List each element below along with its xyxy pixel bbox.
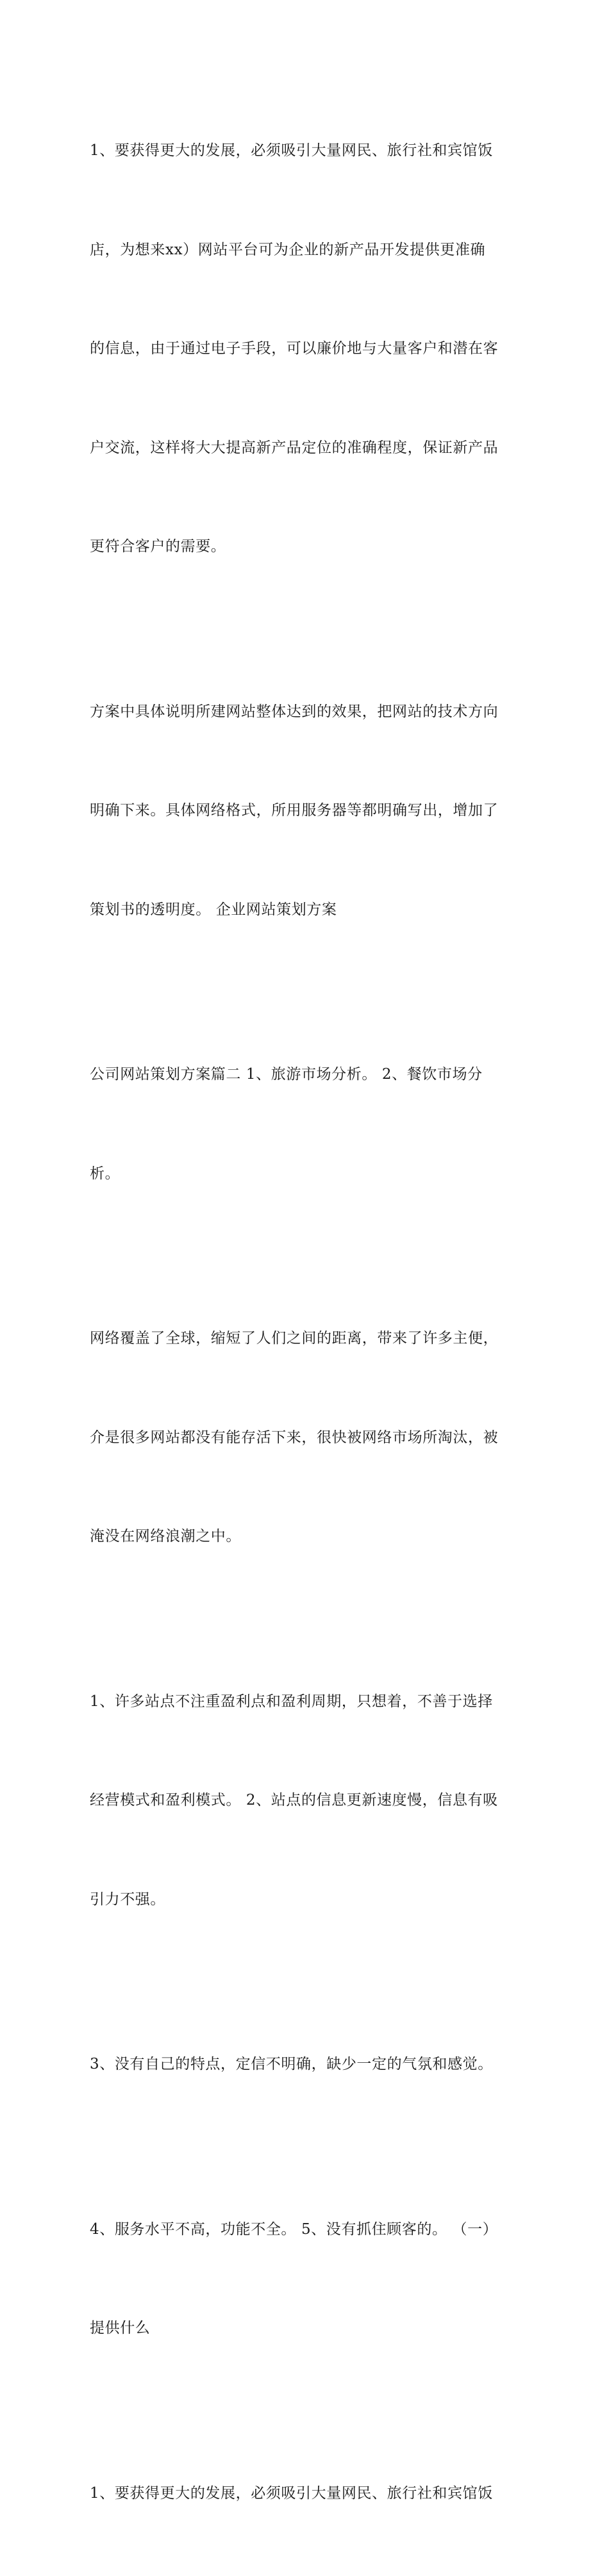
text-line: 户交流，这样将大大提高新产品定位的准确程度，保证新产品 (90, 432, 526, 465)
paragraph-6 (90, 1982, 526, 2147)
text-line: 介是很多网站都没有能存活下来，很快被网络市场所淘汰，被 (90, 1422, 526, 1455)
text-line: 3、没有自己的特点，定信不明确，缺少一定的气氛和感觉。 (90, 2048, 526, 2081)
text-line: 公司网站策划方案篇二 1、旅游市场分析。 2、餐饮市场分 (90, 1058, 526, 1092)
text-line: 的信息，由于通过电子手段，可以廉价地与大量客户和潜在客 (90, 332, 526, 366)
text-line: 1、许多站点不注重盈利点和盈利周期，只想着，不善于选择 (90, 1686, 526, 1719)
paragraph-2 (90, 630, 526, 993)
paragraph-1 (90, 69, 526, 630)
text-line: 更符合客户的需要。 (90, 530, 526, 564)
document-page (0, 0, 609, 787)
paragraph-7 (90, 2147, 526, 2411)
text-line: 1、要获得更大的发展，必须吸引大量网民、旅行社和宾馆饭 (90, 135, 526, 168)
text-line: 明确下来。具体网络格式，所用服务器等都明确写出，增加了 (90, 794, 526, 828)
text-line: 方案中具体说明所建网站整体达到的效果，把网站的技术方向 (90, 696, 526, 729)
text-line: 4、服务水平不高，功能不全。 5、没有抓住顾客的。 （一） (90, 2213, 526, 2247)
text-line: 析。 (90, 1158, 526, 1191)
text-line: 提供什么 (90, 2312, 526, 2345)
paragraph-5 (90, 1620, 526, 1983)
paragraph-8 (90, 2411, 526, 2576)
text-line: 店，为想来xx）网站平台可为企业的新产品开发提供更准确 (90, 234, 526, 267)
text-line: 引力不强。 (90, 1883, 526, 1917)
text-line: 策划书的透明度。 企业网站策划方案 (90, 894, 526, 927)
paragraph-4 (90, 1256, 526, 1620)
paragraph-3 (90, 992, 526, 1256)
text-line: 淹没在网络浪潮之中。 (90, 1520, 526, 1554)
text-line: 网络覆盖了全球，缩短了人们之间的距离，带来了许多主便， (90, 1322, 526, 1356)
text-line: 经营模式和盈利模式。 2、站点的信息更新速度慢，信息有吸 (90, 1784, 526, 1817)
document-body (90, 69, 526, 2576)
text-line: 1、要获得更大的发展，必须吸引大量网民、旅行社和宾馆饭 (90, 2477, 526, 2511)
